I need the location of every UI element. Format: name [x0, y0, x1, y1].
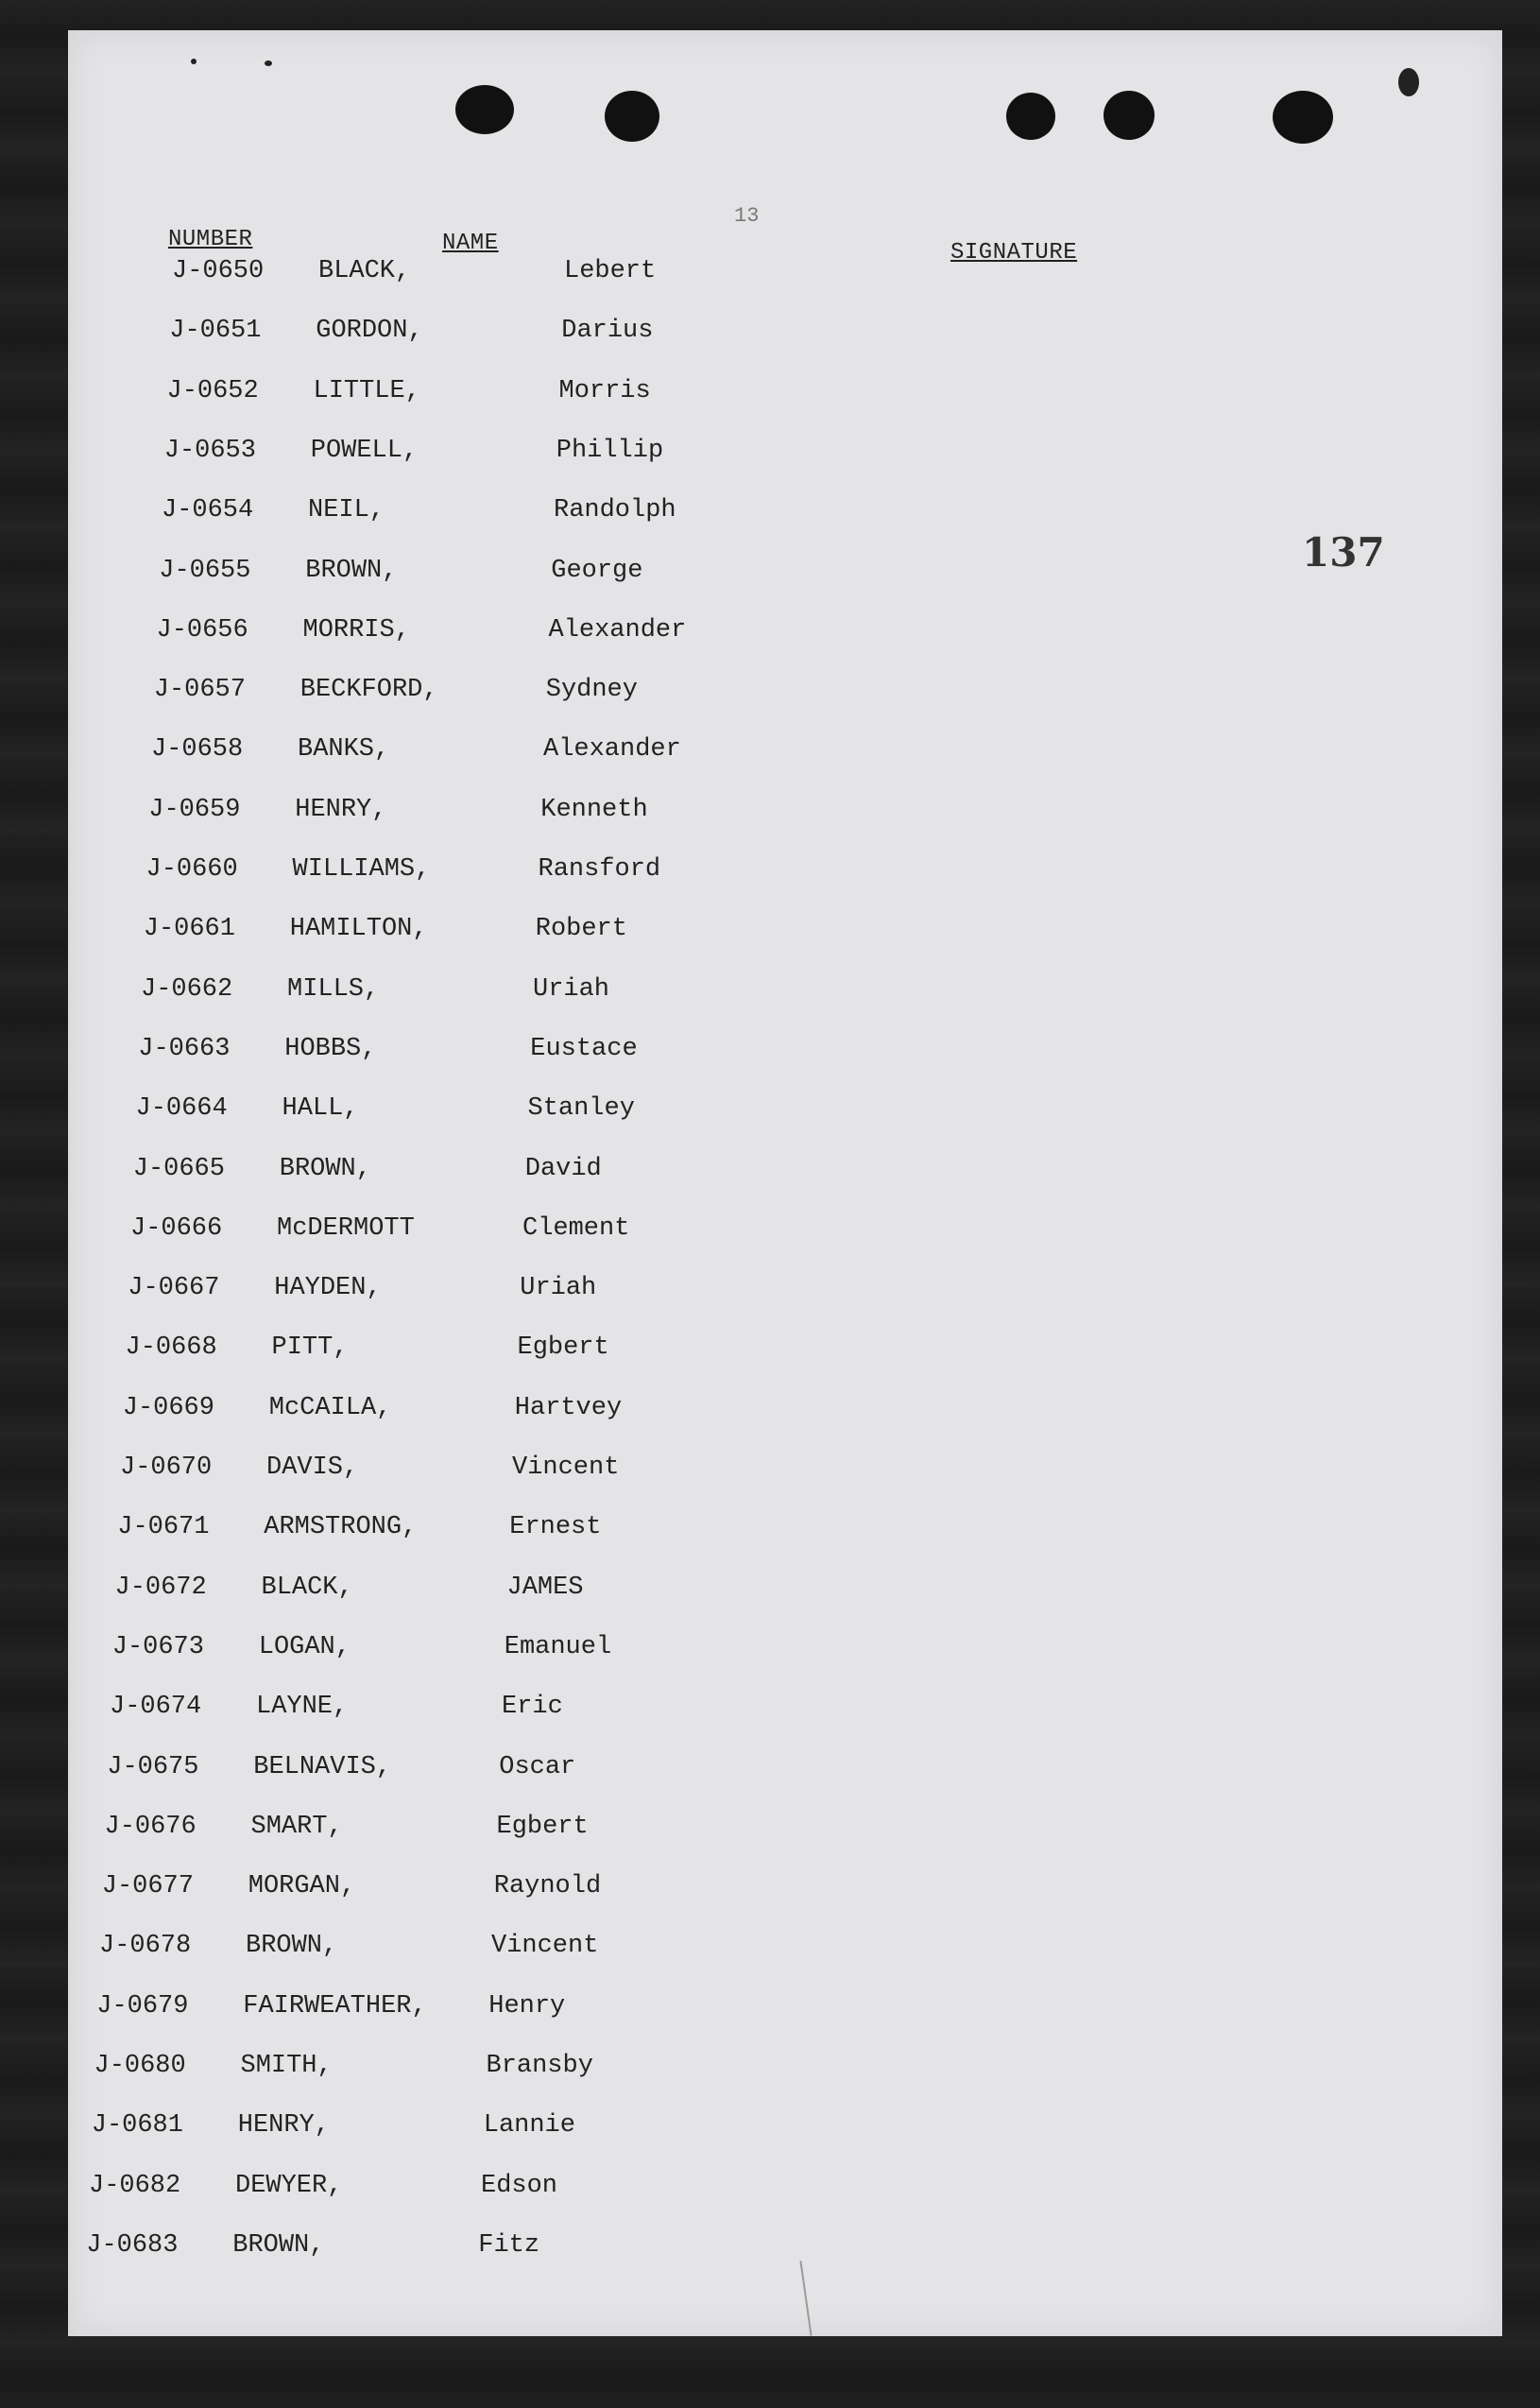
- entry-number: J-0671: [117, 1513, 210, 1542]
- punch-hole: [1273, 91, 1333, 144]
- entry-number: J-0664: [135, 1094, 228, 1124]
- entry-number: J-0677: [101, 1872, 194, 1901]
- entry-surname: WILLIAMS,: [292, 855, 431, 884]
- entry-given-name: Edson: [481, 2171, 558, 2200]
- entry-surname: MORRIS,: [302, 615, 410, 645]
- entry-surname: HAYDEN,: [274, 1274, 382, 1303]
- entry-given-name: Darius: [561, 317, 654, 346]
- entry-number: J-0657: [153, 676, 246, 705]
- entry-number: J-0676: [104, 1812, 197, 1841]
- entry-given-name: Oscar: [499, 1752, 576, 1781]
- entry-number: J-0672: [114, 1573, 207, 1602]
- entry-number: J-0663: [138, 1034, 231, 1063]
- entry-surname: McCAILA,: [268, 1393, 392, 1422]
- document-page: [68, 30, 1502, 2336]
- entry-number: J-0674: [110, 1693, 202, 1722]
- entry-number: J-0683: [86, 2230, 179, 2260]
- entry-number: J-0680: [94, 2052, 186, 2080]
- entry-surname: FAIRWEATHER,: [243, 1991, 427, 2021]
- entry-number: J-0653: [163, 436, 256, 465]
- entry-number: J-0668: [125, 1333, 217, 1363]
- entry-surname: MILLS,: [287, 974, 380, 1004]
- punch-hole: [455, 85, 514, 134]
- entry-given-name: Hartvey: [514, 1393, 623, 1422]
- entry-given-name: Raynold: [493, 1872, 602, 1901]
- entry-number: J-0673: [111, 1632, 204, 1661]
- entry-given-name: Eric: [502, 1693, 563, 1722]
- entry-number: J-0654: [162, 496, 254, 525]
- entry-surname: HENRY,: [295, 795, 387, 824]
- entry-given-name: Morris: [558, 376, 651, 405]
- entry-given-name: George: [551, 556, 643, 585]
- entry-given-name: Sydney: [545, 676, 638, 705]
- entry-surname: ARMSTRONG,: [264, 1513, 418, 1542]
- entry-surname: DAVIS,: [266, 1453, 359, 1482]
- entry-surname: BECKFORD,: [299, 676, 438, 705]
- entry-surname: NEIL,: [308, 496, 385, 525]
- speck: [1398, 68, 1419, 96]
- entry-number: J-0675: [107, 1752, 199, 1781]
- entry-given-name: Bransby: [486, 2052, 593, 2080]
- name-column-header: NAME: [442, 231, 499, 256]
- entry-surname: SMITH,: [240, 2052, 333, 2080]
- punch-hole: [1104, 91, 1155, 140]
- entry-given-name: Kenneth: [540, 795, 648, 824]
- entry-surname: BANKS,: [298, 735, 390, 765]
- number-column-header: NUMBER: [168, 227, 253, 252]
- entry-given-name: Phillip: [556, 436, 664, 465]
- entry-given-name: Lannie: [483, 2111, 575, 2141]
- entry-given-name: Egbert: [496, 1812, 589, 1841]
- punch-hole: [1006, 93, 1055, 140]
- entry-given-name: Robert: [535, 915, 627, 944]
- entry-given-name: David: [524, 1154, 602, 1183]
- entry-number: J-0659: [148, 795, 241, 824]
- entry-number: J-0651: [169, 317, 262, 346]
- punch-hole: [605, 91, 659, 142]
- entry-given-name: Ernest: [509, 1513, 602, 1542]
- entry-given-name: Fitz: [478, 2230, 540, 2260]
- entry-number: J-0669: [122, 1393, 214, 1422]
- entry-number: J-0670: [120, 1453, 213, 1482]
- entry-number: J-0655: [159, 556, 251, 585]
- entry-given-name: Lebert: [564, 257, 657, 285]
- entry-surname: HENRY,: [237, 2111, 330, 2141]
- entry-number: J-0679: [96, 1991, 189, 2021]
- page-mark: 13: [734, 204, 760, 228]
- entry-surname: HOBBS,: [284, 1034, 377, 1063]
- entry-surname: SMART,: [250, 1812, 343, 1841]
- entry-number: J-0678: [99, 1932, 192, 1961]
- entry-given-name: Stanley: [527, 1094, 635, 1124]
- entry-number: J-0650: [172, 257, 265, 285]
- entry-given-name: Emanuel: [504, 1632, 612, 1661]
- entry-number: J-0665: [132, 1154, 225, 1183]
- entry-given-name: Eustace: [530, 1034, 638, 1063]
- entry-given-name: Vincent: [512, 1453, 620, 1482]
- entry-surname: DEWYER,: [235, 2171, 343, 2200]
- entry-number: J-0666: [130, 1213, 223, 1243]
- entry-number: J-0681: [91, 2111, 183, 2141]
- entry-number: J-0667: [128, 1274, 220, 1303]
- entry-surname: POWELL,: [310, 436, 419, 465]
- entry-number: J-0656: [156, 615, 248, 645]
- entry-number: J-0660: [145, 855, 238, 884]
- entry-number: J-0658: [151, 735, 244, 765]
- entry-surname: PITT,: [271, 1333, 349, 1363]
- signature-column-header: SIGNATURE: [950, 240, 1078, 266]
- entry-given-name: Egbert: [517, 1333, 609, 1363]
- entry-given-name: Vincent: [491, 1932, 599, 1961]
- entry-given-name: Alexander: [548, 615, 687, 645]
- speck: [191, 59, 197, 64]
- entry-surname: LITTLE,: [313, 376, 420, 405]
- film-scratch: [799, 2261, 812, 2336]
- entry-surname: MORGAN,: [248, 1872, 356, 1901]
- entry-surname: LOGAN,: [258, 1632, 351, 1661]
- entry-surname: BROWN,: [305, 556, 398, 585]
- entry-surname: HAMILTON,: [289, 915, 428, 944]
- entry-number: J-0661: [143, 915, 235, 944]
- entry-given-name: JAMES: [506, 1573, 584, 1602]
- entry-surname: BROWN,: [279, 1154, 371, 1183]
- entry-surname: LAYNE,: [256, 1693, 349, 1722]
- entry-surname: McDERMOTT: [277, 1213, 415, 1243]
- entry-given-name: Ransford: [538, 855, 661, 884]
- entry-surname: BROWN,: [246, 1932, 338, 1961]
- speck: [265, 60, 272, 66]
- entry-given-name: Henry: [488, 1991, 566, 2021]
- entry-given-name: Uriah: [520, 1274, 597, 1303]
- entry-number: J-0682: [89, 2171, 181, 2200]
- entry-given-name: Clement: [522, 1213, 630, 1243]
- entry-surname: HALL,: [282, 1094, 359, 1124]
- entry-given-name: Randolph: [554, 496, 676, 525]
- entry-surname: GORDON,: [316, 317, 423, 346]
- page-number: 137: [1302, 529, 1385, 576]
- entry-surname: BLACK,: [318, 257, 411, 285]
- entry-surname: BELNAVIS,: [253, 1752, 392, 1781]
- entry-surname: BLACK,: [261, 1573, 353, 1602]
- entry-given-name: Uriah: [533, 974, 610, 1004]
- entry-surname: BROWN,: [232, 2230, 325, 2260]
- entry-number: J-0662: [141, 974, 233, 1004]
- entry-number: J-0652: [166, 376, 259, 405]
- entry-given-name: Alexander: [543, 735, 681, 765]
